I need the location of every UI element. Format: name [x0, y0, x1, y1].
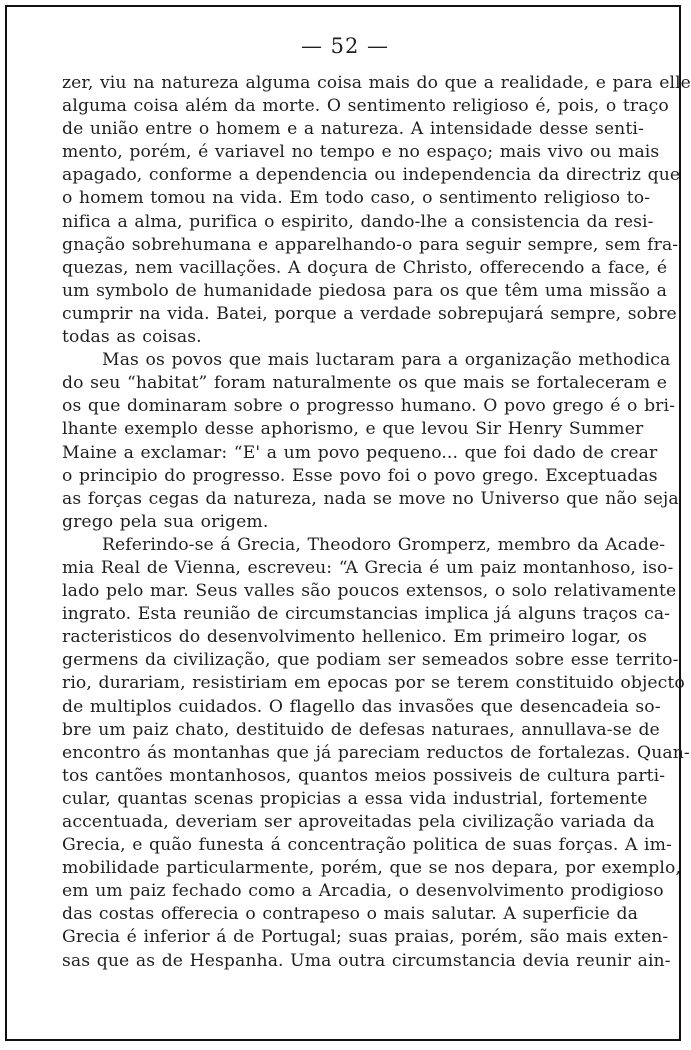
text-line: mia Real de Vienna, escreveu: “A Grecia é um paiz montanhoso, iso-	[62, 557, 674, 578]
text-line: bre um paiz chato, destituido de defesas naturaes, annullava-se de	[62, 719, 660, 740]
text-line: as forças cegas da natureza, nada se move no Universo que não seja	[62, 488, 679, 509]
text-line: mobilidade particularmente, porém, que se nos depara, por exemplo,	[62, 858, 682, 879]
text-line: em um paiz fechado como a Arcadia, o desenvolvimento prodigioso	[62, 881, 664, 902]
text-line: Maine a exclamar: “E' a um povo pequeno... que foi dado de crear	[62, 442, 658, 463]
page-number: — 52 —	[300, 34, 390, 58]
text-line: cumprir na vida. Batei, porque a verdade sobrepujará sempre, sobre	[62, 303, 677, 324]
text-line: encontro ás montanhas que já pareciam reductos de fortalezas. Quan-	[62, 742, 690, 763]
text-line: grego pela sua origem.	[62, 511, 269, 532]
text-line: tos cantões montanhosos, quantos meios possiveis de cultura parti-	[62, 765, 666, 786]
text-line: ingrato. Esta reunião de circumstancias implica já alguns traços ca-	[62, 604, 671, 625]
text-line: do seu “habitat” foram naturalmente os que mais se fortaleceram e	[62, 373, 668, 394]
text-line: Mas os povos que mais luctaram para a organização methodica	[102, 350, 671, 371]
text-line: gnação sobrehumana e apparelhando-o para seguir sempre, sem fra-	[62, 234, 679, 255]
text-line: sas que as de Hespanha. Uma outra circumstancia devia reunir ain-	[62, 950, 671, 971]
text-line: lhante exemplo desse aphorismo, e que levou Sir Henry Summer	[62, 419, 644, 440]
text-line: de multiplos cuidados. O flagello das invasões que desencadeia so-	[62, 696, 661, 717]
text-line: alguma coisa além da morte. O sentimento religioso é, pois, o traço	[62, 96, 669, 117]
text-line: apagado, conforme a dependencia ou independencia da directriz que	[62, 165, 681, 186]
text-line: o homem tomou na vida. Em todo caso, o sentimento religioso to-	[62, 188, 651, 209]
text-line: racteristicos do desenvolvimento hellenico. Em primeiro logar, os	[62, 627, 648, 648]
text-line: das costas offerecia o contrapeso o mais salutar. A superficie da	[62, 904, 638, 925]
text-line: um symbolo de humanidade piedosa para os que têm uma missão a	[62, 280, 667, 301]
text-line: o principio do progresso. Esse povo foi o povo grego. Exceptuadas	[62, 465, 658, 486]
text-line: Grecia, e quão funesta á concentração politica de suas forças. A im-	[62, 835, 672, 856]
text-line: cular, quantas scenas propicias a essa vida industrial, fortemente	[62, 788, 648, 809]
text-line: germens da civilização, que podiam ser semeados sobre esse territo-	[62, 650, 679, 671]
text-line: Referindo-se á Grecia, Theodoro Gromperz, membro da Acade-	[102, 534, 666, 555]
text-line: de união entre o homem e a natureza. A intensidade desse senti-	[62, 119, 644, 140]
text-line: todas as coisas.	[62, 327, 202, 348]
body-text	[62, 72, 691, 1002]
text-line: mento, porém, é variavel no tempo e no espaço; mais vivo ou mais	[62, 142, 660, 163]
text-line: quezas, nem vacillações. A doçura de Christo, offerecendo a face, é	[62, 257, 668, 278]
text-line: accentuada, deveriam ser aproveitadas pela civilização variada da	[62, 812, 655, 832]
text-line: Grecia é inferior á de Portugal; suas praias, porém, são mais exten-	[62, 927, 669, 948]
text-line: nifica a alma, purifica o espirito, dando-lhe a consistencia da resi-	[62, 211, 654, 232]
text-line: os que dominaram sobre o progresso humano. O povo grego é o bri-	[62, 396, 675, 417]
text-line: zer, viu na natureza alguma coisa mais do que a realidade, e para elle	[62, 73, 691, 93]
text-line: rio, durariam, resistiriam em epocas por se terem constituido objecto	[62, 673, 685, 694]
text-line: lado pelo mar. Seus valles são poucos extensos, o solo relativamente	[62, 581, 677, 602]
